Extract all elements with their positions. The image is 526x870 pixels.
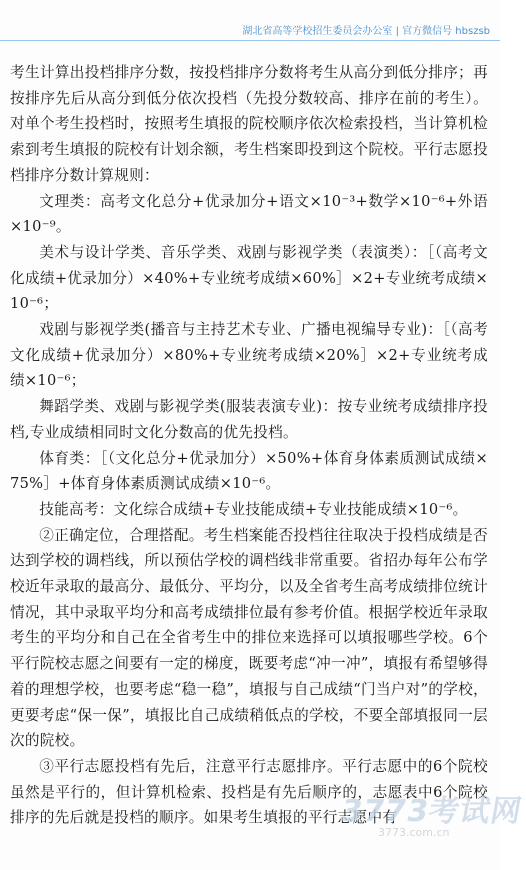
paragraph-skills-formula: 技能高考：文化综合成绩+专业技能成绩+专业技能成绩×10⁻⁶。	[39, 500, 468, 518]
watermark-logo: 3773考试网	[338, 794, 525, 829]
paragraph-dance-formula: 舞蹈学类、戏剧与影视学类(服装表演专业)：按专业统考成绩排序投档,专业成绩相同时文化分数高的优先投档。	[10, 398, 488, 441]
header-text: 湖北省高等学校招生委员会办公室 | 官方微信号 hbszsb	[242, 26, 490, 37]
paragraph-positioning-advice: ②正确定位，合理搭配。考生档案能否投档往往取决于投档成绩是否达到学校的调档线，所以预估学校的调档线非常重要。省招办每年公布学校近年录取的最高分、最低分、平均分，以及全省考生高考成绩排位统计情况，其中录取平均分和高考成绩排位最有参考价值。根据学校近年录取考生的平均分和自己在全省考生中的排位来选择可以填报哪些学校。6个平行院校志愿之间要有一定的梯度，既要考虑“冲一冲”，填报有希望够得着的理想学校，也要考虑“稳一稳”，填报与自己成绩“门当户对”的学校，更要考虑“保一保”，填报比自己成绩稍低点的学校，不要全部填报同一层次的院校。	[10, 526, 488, 750]
paragraph-sports-formula: 体育类：［（文化总分+优录加分）×50%+体育身体素质测试成绩×75%］+体育身体素质测试成绩×10⁻⁶。	[10, 449, 488, 493]
header-divider	[0, 40, 500, 41]
paragraph-broadcasting-formula: 戏剧与影视学类(播音与主持艺术专业、广播电视编导专业)：［（高考文化成绩+优录加分）×80%+专业统考成绩×20%］×2+专业统考成绩×10⁻⁶；	[10, 321, 488, 390]
paragraph-liberal-science-formula: 文理类：高考文化总分+优录加分+语文×10⁻³+数学×10⁻⁶+外语×10⁻⁹。	[10, 192, 488, 236]
paragraph-parallel-order-advice: ③平行志愿投档有先后，注意平行志愿排序。平行志愿中的6个院校虽然是平行的，但计算机检索、投档是有先后顺序的，志愿表中6个院校排序的先后就是投档的顺序。如果考生填报的平行志愿中有	[10, 757, 488, 827]
watermark-url: 3773.com.cn	[378, 826, 450, 839]
document-body	[10, 60, 488, 831]
page-header	[0, 0, 500, 42]
paragraph-investment-rules-intro: 考生计算出投档排序分数，按投档排序分数将考生从高分到低分排序；再按排序先后从高分到低分依次投档（先投分数较高、排序在前的考生）。对单个考生投档时，按照考生填报的院校顺序依次检索投档，当计算机检索到考生填报的院校有计划余额，考生档案即投到这个院校。平行志愿投档排序分数计算规则：	[10, 64, 488, 184]
paragraph-art-music-formula: 美术与设计学类、音乐学类、戏剧与影视学类（表演类）：［（高考文化成绩+优录加分）×40%+专业统考成绩×60%］×2+专业统考成绩×10⁻⁶；	[10, 243, 488, 313]
